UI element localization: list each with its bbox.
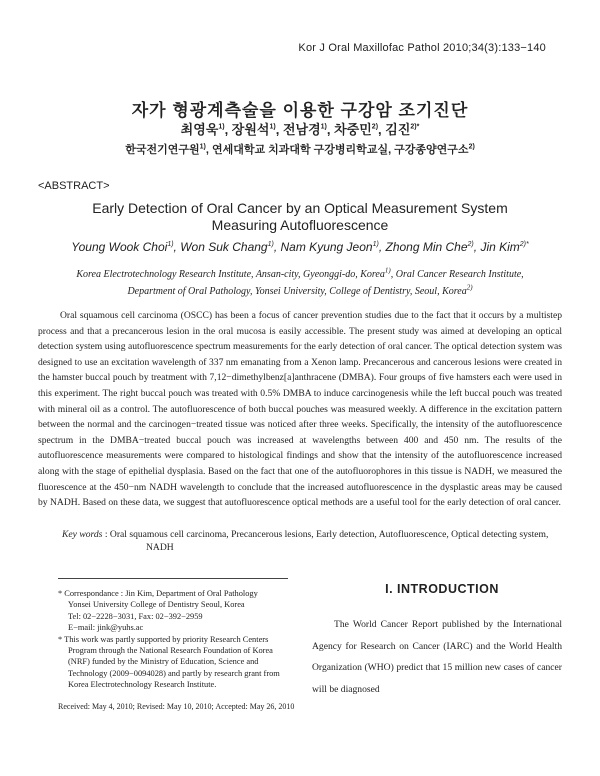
english-affiliations: Korea Electrotechnology Research Institute, Ansan-city, Gyeonggi-do, Korea$^{1)}$, Oral Cancer Research Institute, Department of Oral Pathology, Yonsei University, College of Dentistry, Seoul, Korea$^{2)}$ (76, 266, 524, 297)
korean-author: 김진 (385, 122, 411, 137)
introduction-text: The World Cancer Report published by the International Agency for Research on Cancer (IARC) and the World Health Organization (WHO) predict that 15 million new cases of cancer will be diagnosed (312, 619, 562, 695)
korean-authors: 최영욱$^{1)}$, 장원석$^{1)}$, 전남경$^{1)}$, 차중민$^{2)}$, 김진$^{2)*}$ (180, 122, 420, 137)
received-dates: Received: May 4, 2010; Revised: May 10, 2010; Accepted: May 26, 2010 (58, 702, 295, 711)
english-title-line: Measuring Autofluorescence (211, 217, 389, 233)
journal-citation: Kor J Oral Maxillofac Pathol 2010;34(3):133−140 (298, 42, 546, 54)
funding-note: * This work was partly supported by priority Research Centers Program through the National Research Foundation of Korea (NRF) funded by the Ministry of Education, Science and Technology (2009−0094028) and partly by research grant from Korea Electrotechnology Research Institute. (58, 634, 280, 690)
english-author: Won Suk Chang (180, 240, 268, 254)
korean-title: 자가 형광계측술을 이용한 구강암 조기진단 (131, 101, 469, 120)
korean-author: 차중민 (334, 122, 372, 137)
english-authors: Young Wook Choi$^{1)}$, Won Suk Chang$^{1)}$, Nam Kyung Jeon$^{1)}$, Zhong Min Che$^{2)}$, Jin Kim$^{2)*}$ (71, 240, 529, 254)
keywords-text: : Oral squamous cell carcinoma, Precancerous lesions, Early detection, Autofluorescence, Optical detecting system, NADH (104, 529, 549, 553)
english-title-line: Early Detection of Oral Cancer by an Optical Measurement System (92, 200, 508, 216)
korean-affiliation: 연세대학교 치과대학 구강병리학교실, 구강종양연구소 (211, 144, 469, 156)
keywords-label: Key words (62, 529, 103, 540)
english-author: Nam Kyung Jeon (280, 240, 373, 254)
footnotes (58, 588, 290, 691)
correspondence-line: Yonsei University College of Dentistry Seoul, Korea (68, 600, 245, 610)
keywords (62, 528, 562, 554)
english-affiliation: Oral Cancer Research Institute, Department of Oral Pathology, Yonsei University, College of Dentistry, Seoul, Korea (127, 269, 524, 297)
footnote-divider (58, 578, 288, 579)
introduction-heading: I. INTRODUCTION (385, 582, 499, 596)
correspondence-line: E−mail: jink@yuhs.ac (68, 623, 144, 633)
abstract-text: Oral squamous cell carcinoma (OSCC) has been a focus of cancer prevention studies due to the fact that it occurs by a multistep process and that a precancerous lesion in the oral mucosa is easily accessible. The present study was aimed at developing an optical detection system using autofluorescence spectrum measurements for the early detection of oral cancer. The optical detection system was designed to use an excitation wavelength of 337 nm emanating from a Xenon lamp. Precancerous and cancerous lesions were created in the hamster buccal pouch by treatment with 7,12−dimethylbenz[a]anthracene (DMBA). Four groups of five hamsters each were used in this experiment. The right buccal pouch was treated with 0.5% DMBA to induce carcinogenesis while the left buccal pouch was treated with mineral oil as a control. The autofluorescence of both buccal pouches was measured weekly. A difference in the excitation pattern between the normal and the carcinogen−treated tissue was noticed after three weeks. Specifically, the intensity of the autofluorescence spectrum in the DMBA−treated buccal pouch was increased at wavelengths between 400 and 450 nm. The results of the autofluorescence measurements were compared to histological findings and show that the intensity of the autofluorescence increased along with the stage of epithelial dysplasia. Based on the fact that one of the autofluorophores in this tissue is NADH, we measured the fluorescence at the 450−nm NADH wavelength to conclude that the increased autofluorescence in the dysplastic areas may be caused by NADH. Based on these data, we suggest that autofluorescence optical methods are a useful tool for the early detection of oral cancer. (38, 310, 562, 509)
english-author: Zhong Min Che (385, 240, 468, 254)
english-author: Jin Kim (480, 240, 520, 254)
korean-author: 전남경 (282, 122, 321, 137)
abstract-label: <ABSTRACT> (38, 180, 110, 192)
correspondence-line: Tel: 02−2228−3031, Fax: 02−392−2959 (68, 611, 203, 621)
english-affiliation: Korea Electrotechnology Research Institute, Ansan-city, Gyeonggi-do, Korea (76, 269, 385, 280)
korean-author: 최영욱 (180, 122, 219, 137)
correspondence-note: * Correspondance : Jin Kim, Department of Oral Pathology (58, 589, 258, 598)
korean-affiliation: 한국전기연구원 (125, 144, 200, 156)
korean-affiliations: 한국전기연구원$^{1)}$, 연세대학교 치과대학 구강병리학교실, 구강종양연구소$^{2)}$ (125, 143, 475, 156)
english-author: Young Wook Choi (71, 240, 168, 254)
english-title (0, 200, 600, 234)
korean-author: 장원석 (231, 122, 270, 137)
